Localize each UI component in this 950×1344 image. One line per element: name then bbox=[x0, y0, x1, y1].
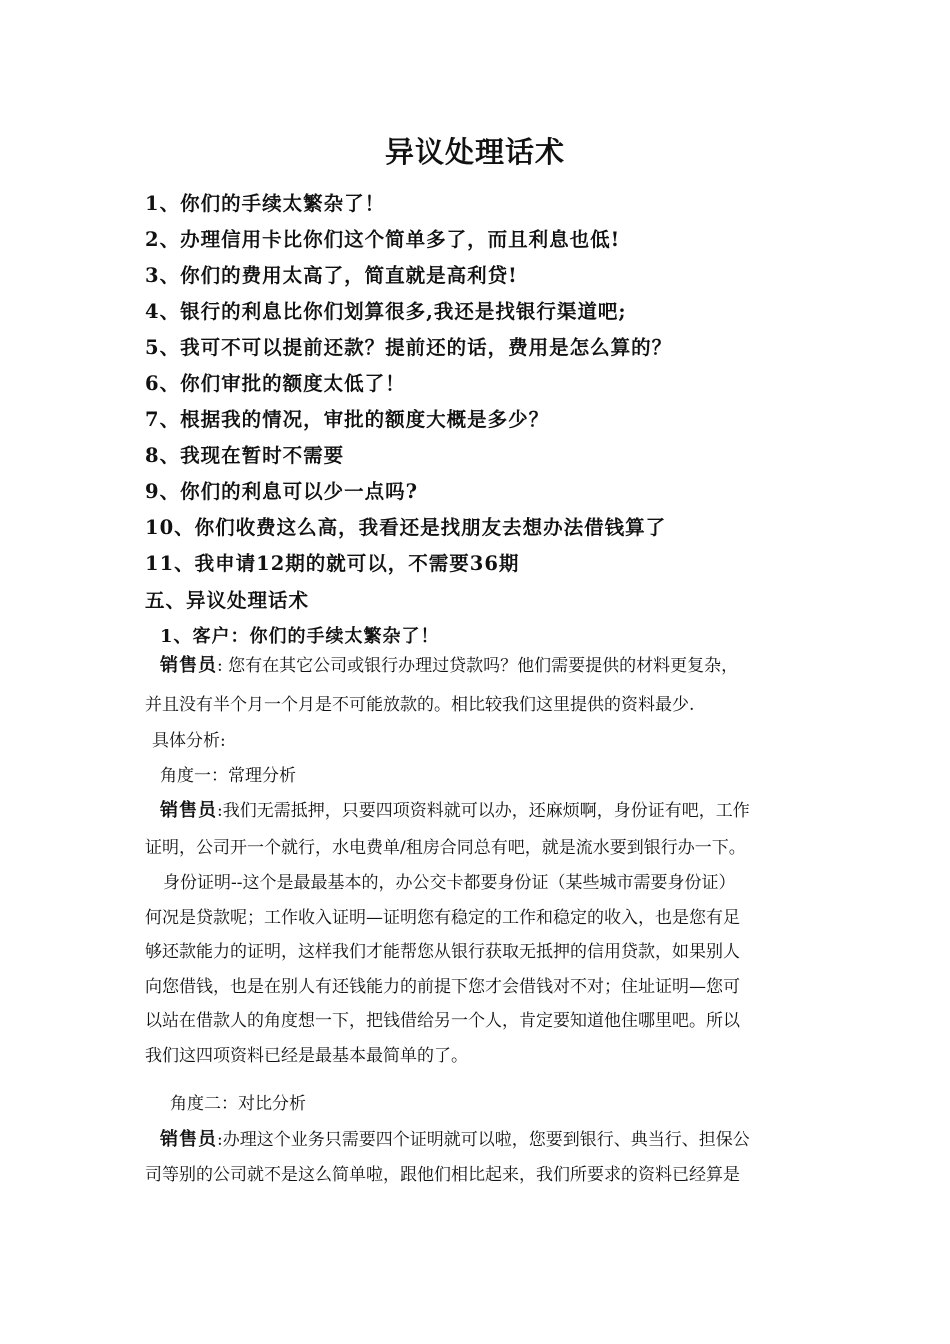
question-item: 4、银行的利息比你们划算很多,我还是找银行渠道吧; bbox=[145, 300, 627, 323]
reply-line bbox=[160, 794, 825, 829]
case-heading: 1、客户：你们的手续太繁杂了！ bbox=[160, 626, 440, 647]
paragraph-line: 够还款能力的证明，这样我们才能帮您从银行获取无抵押的信用贷款，如果别人 bbox=[145, 942, 740, 962]
question-item: 10、你们收费这么高，我看还是找朋友去想办法借钱算了 bbox=[145, 516, 667, 539]
paragraph-line: 何况是贷款呢；工作收入证明—证明您有稳定的工作和稳定的收入，也是您有足 bbox=[145, 907, 740, 928]
reply-line bbox=[160, 649, 825, 684]
question-item: 8、我现在暂时不需要 bbox=[145, 444, 345, 467]
reply-line: 并且没有半个月一个月是不可能放款的。相比较我们这里提供的资料最少. bbox=[145, 695, 695, 715]
speaker-label: 销售员 bbox=[160, 1129, 217, 1150]
angle-heading: 角度二：对比分析 bbox=[170, 1094, 306, 1114]
paragraph-line: 我们这四项资料已经是最基本最简单的了。 bbox=[145, 1045, 468, 1066]
analysis-label: 具体分析: bbox=[152, 731, 226, 751]
paragraph-line: 向您借钱，也是在别人有还钱能力的前提下您才会借钱对不对；住址证明—您可 bbox=[145, 976, 740, 997]
paragraph-line: 以站在借款人的角度想一下，把钱借给另一个人，肯定要知道他住哪里吧。所以 bbox=[145, 1011, 740, 1031]
detail-paragraph bbox=[145, 866, 810, 1073]
reply-text: :办理这个业务只需要四个证明就可以啦，您要到银行、典当行、担保公 bbox=[217, 1130, 750, 1150]
section-heading: 五、异议处理话术 bbox=[145, 589, 310, 612]
question-item: 1、你们的手续太繁杂了！ bbox=[145, 192, 386, 215]
question-item: 2、办理信用卡比你们这个简单多了，而且利息也低! bbox=[145, 228, 621, 251]
reply-text: :我们无需抵押，只要四项资料就可以办，还麻烦啊，身份证有吧，工作 bbox=[217, 801, 750, 821]
reply-text: : 您有在其它公司或银行办理过贷款吗？他们需要提供的材料更复杂， bbox=[217, 656, 739, 676]
question-item: 7、根据我的情况，审批的额度大概是多少？ bbox=[145, 408, 550, 431]
question-item: 9、你们的利息可以少一点吗? bbox=[145, 480, 418, 503]
question-item: 6、你们审批的额度太低了！ bbox=[145, 372, 406, 395]
reply-line: 证明，公司开一个就行，水电费单/租房合同总有吧，就是流水要到银行办一下。 bbox=[145, 838, 746, 858]
speaker-label: 销售员 bbox=[160, 655, 217, 676]
question-item: 11、我申请12期的就可以，不需要36期 bbox=[145, 552, 520, 575]
question-item: 3、你们的费用太高了，简直就是高利贷! bbox=[145, 264, 518, 287]
question-item: 5、我可不可以提前还款？提前还的话，费用是怎么算的？ bbox=[145, 336, 673, 359]
angle-heading: 角度一：常理分析 bbox=[160, 766, 296, 786]
paragraph-line: 身份证明--这个是最最基本的，办公交卡都要身份证（某些城市需要身份证） bbox=[163, 873, 736, 893]
page-title: 异议处理话术 bbox=[384, 135, 565, 169]
speaker-label: 销售员 bbox=[160, 800, 217, 821]
reply-line: 司等别的公司就不是这么简单啦，跟他们相比起来，我们所要求的资料已经算是 bbox=[145, 1165, 740, 1185]
reply-line bbox=[160, 1123, 825, 1158]
